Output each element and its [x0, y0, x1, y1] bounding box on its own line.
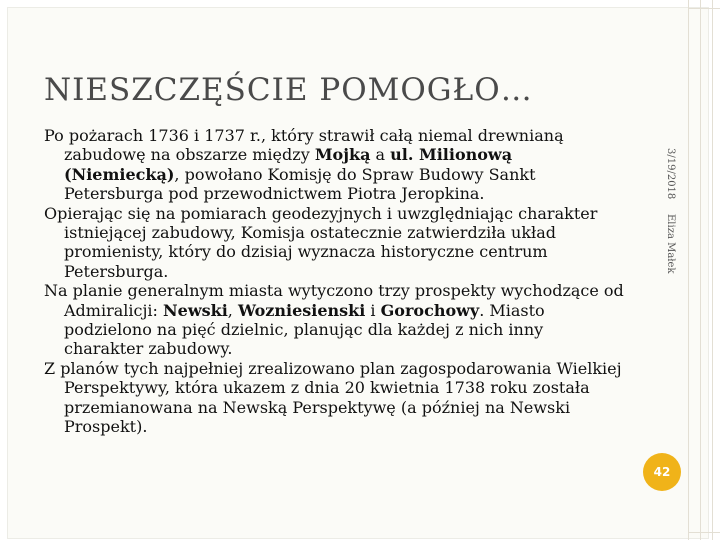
paragraph-text: Z planów tych najpełniej zrealizowano plan zagospodarowania Wielkiej Perspektywy, która ukazem z dnia 20 kwietnia 1738 roku została przemianowana na Newską Perspektywę (a później na Newski Prospekt). [44, 358, 622, 437]
paragraph-text: a [370, 145, 391, 165]
bold-text: Mojką [314, 145, 371, 165]
bold-text: Wozniesienski [237, 300, 366, 320]
paragraph-text: . Miasto podzielono na pięć dzielnic, planując dla każdej z nich inny charakter zabudowy. [64, 300, 545, 359]
slide-body [44, 126, 624, 437]
decor-line [688, 532, 720, 533]
decor-line [712, 0, 713, 540]
body-paragraph [44, 281, 624, 359]
bold-text: ul. Milionową (Niemiecką) [64, 145, 513, 184]
body-paragraph [44, 126, 624, 204]
paragraph-text: , [227, 300, 238, 320]
body-paragraph [44, 359, 624, 437]
bold-text: Gorochowy [380, 300, 480, 320]
paragraph-text: , powołano Komisję do Spraw Budowy Sankt Petersburga pod przewodnictwem Piotra Jeropkina. [64, 164, 536, 204]
slide-title: NIESZCZĘŚCIE POMOGŁO… [44, 72, 533, 108]
paragraph-text: Po pożarach 1736 i 1737 r., który strawił całą niemal drewnianą zabudowę na obszarze między [44, 126, 564, 165]
decor-line [688, 0, 689, 540]
body-paragraph [44, 204, 624, 282]
bold-text: Newski [163, 300, 228, 320]
paragraph-text: Opierając się na pomiarach geodezyjnych i uwzględniając charakter istniejącej zabudowy, Komisja ostatecznie zatwierdziła układ promienisty, który do dzisiaj wyznacza historyczne centrum Petersburga. [44, 203, 598, 281]
slide-author: Eliza Małek [665, 214, 676, 274]
paragraph-text: Na planie generalnym miasta wytyczono trzy prospekty wychodzące od Admiralicji: [44, 281, 624, 320]
slide-date: 3/19/2018 [665, 148, 676, 200]
decor-line [700, 0, 701, 540]
paragraph-text: i [365, 300, 381, 320]
decor-line [688, 8, 720, 9]
page-number-badge: 42 [643, 453, 681, 491]
